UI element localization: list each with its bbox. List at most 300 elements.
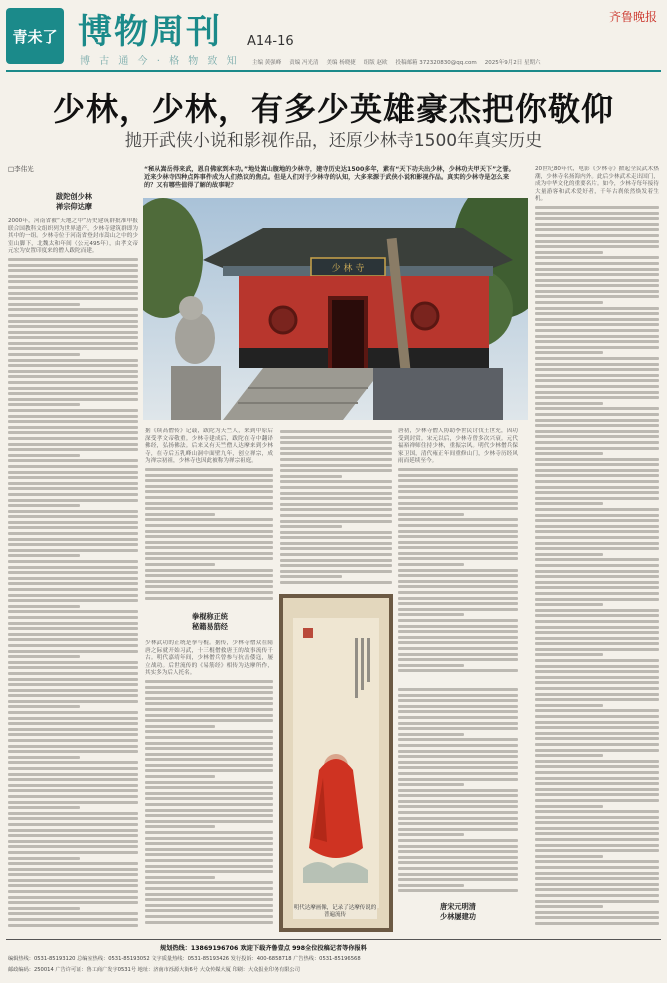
column-right-text: 20世纪80年代，电影《少林寺》掀起全民武术热潮，少林寺名扬海内外。此后少林武术走出国门，成为中华文化的重要名片。如今，少林寺每年接待大量游客和武术爱好者，千年古刹依然焕发着生机。 bbox=[535, 166, 659, 203]
text-line bbox=[398, 608, 518, 611]
text-line bbox=[145, 820, 273, 823]
text-line bbox=[398, 664, 464, 667]
text-line bbox=[535, 212, 659, 215]
text-line bbox=[535, 698, 659, 701]
text-line bbox=[8, 873, 138, 876]
text-line bbox=[8, 471, 138, 474]
text-line bbox=[280, 436, 392, 439]
text-line bbox=[535, 592, 659, 595]
text-line bbox=[535, 279, 659, 282]
text-line bbox=[535, 402, 603, 405]
text-line bbox=[398, 479, 518, 482]
text-line bbox=[535, 430, 659, 433]
text-line bbox=[8, 308, 138, 311]
column-left-filler bbox=[8, 258, 138, 927]
text-line bbox=[535, 900, 659, 903]
text-line bbox=[145, 859, 273, 862]
text-line bbox=[145, 507, 273, 510]
text-line bbox=[280, 497, 392, 500]
logo bbox=[6, 8, 64, 64]
text-line bbox=[535, 581, 659, 584]
text-line bbox=[398, 744, 518, 747]
text-line bbox=[398, 496, 518, 499]
text-line bbox=[398, 833, 464, 836]
text-line bbox=[8, 868, 138, 871]
text-line bbox=[145, 479, 273, 482]
text-line bbox=[8, 616, 138, 619]
text-line bbox=[535, 447, 659, 450]
text-line bbox=[8, 627, 138, 630]
text-line bbox=[145, 708, 273, 711]
text-line bbox=[8, 443, 138, 446]
text-line bbox=[8, 521, 138, 524]
text-line bbox=[145, 725, 215, 728]
text-line bbox=[8, 829, 138, 832]
text-line bbox=[535, 810, 659, 813]
text-line bbox=[280, 531, 392, 534]
text-line bbox=[280, 464, 392, 467]
text-line bbox=[8, 482, 138, 485]
text-line bbox=[8, 801, 138, 804]
text-line bbox=[8, 896, 138, 899]
text-line bbox=[145, 753, 273, 756]
text-line bbox=[145, 764, 273, 767]
text-line bbox=[8, 543, 138, 546]
text-line bbox=[8, 347, 138, 350]
text-line bbox=[280, 581, 392, 584]
text-line bbox=[8, 571, 138, 574]
text-line bbox=[145, 569, 273, 572]
text-line bbox=[535, 715, 659, 718]
text-line bbox=[145, 887, 273, 890]
text-line bbox=[535, 665, 659, 668]
text-line bbox=[535, 916, 659, 919]
text-line bbox=[8, 566, 138, 569]
text-line bbox=[280, 458, 392, 461]
text-line bbox=[535, 653, 603, 656]
text-line bbox=[535, 693, 659, 696]
text-line bbox=[8, 499, 138, 502]
column-mid-left-bottom-text: 少林武功的正统是拳与棍。据传，少林寺僧众在隋唐之际就开始习武，十三棍僧救唐王的故事流传千古。明代嘉靖年间，少林僧兵曾参与抗击倭寇，屡立战功。后世流传的《易筋经》相传为达摩所作，其实多为后人托名。 bbox=[145, 640, 273, 677]
text-line bbox=[280, 542, 392, 545]
text-line bbox=[398, 602, 518, 605]
text-line bbox=[8, 666, 138, 669]
text-line bbox=[398, 507, 518, 510]
text-line bbox=[145, 747, 273, 750]
text-line bbox=[145, 585, 273, 588]
text-line bbox=[535, 737, 659, 740]
text-line bbox=[535, 374, 659, 377]
text-line bbox=[535, 558, 659, 561]
text-line bbox=[535, 474, 659, 477]
text-line bbox=[398, 669, 518, 672]
text-line bbox=[535, 245, 659, 248]
text-line bbox=[398, 750, 518, 753]
text-line bbox=[145, 686, 273, 689]
text-line bbox=[535, 268, 659, 271]
text-line bbox=[398, 597, 518, 600]
text-line bbox=[535, 726, 659, 729]
text-line bbox=[145, 736, 273, 739]
text-line bbox=[535, 922, 659, 925]
text-line bbox=[398, 552, 518, 555]
text-line bbox=[398, 563, 464, 566]
text-line bbox=[8, 683, 138, 686]
text-line bbox=[535, 849, 659, 852]
text-line bbox=[398, 716, 518, 719]
text-line bbox=[145, 541, 273, 544]
text-line bbox=[535, 206, 659, 209]
text-line bbox=[8, 795, 138, 798]
text-line bbox=[398, 873, 518, 876]
text-line bbox=[535, 911, 659, 914]
text-line bbox=[8, 504, 80, 507]
editor-chief: 主编 黄强峰 bbox=[252, 60, 282, 66]
text-line bbox=[8, 314, 138, 317]
editor-art: 美编 杨晓捷 bbox=[326, 60, 356, 66]
text-line bbox=[8, 806, 80, 809]
text-line bbox=[8, 750, 138, 753]
text-line bbox=[535, 866, 659, 869]
bodhidharma-painting bbox=[279, 594, 393, 932]
text-line bbox=[398, 557, 518, 560]
text-line bbox=[398, 817, 518, 820]
byline: □李伟光 bbox=[8, 165, 34, 173]
text-line bbox=[398, 647, 518, 650]
text-line bbox=[8, 711, 138, 714]
text-line bbox=[145, 490, 273, 493]
text-line bbox=[145, 876, 215, 879]
text-line bbox=[535, 519, 659, 522]
text-line bbox=[8, 375, 138, 378]
column-mid-left-bottom-filler bbox=[145, 680, 273, 924]
text-line bbox=[145, 468, 273, 471]
temple-photo-svg bbox=[143, 198, 528, 420]
text-line bbox=[535, 542, 659, 545]
text-line bbox=[535, 514, 659, 517]
text-line bbox=[535, 760, 659, 763]
text-line bbox=[398, 705, 518, 708]
text-line bbox=[145, 714, 273, 717]
text-line bbox=[145, 921, 273, 924]
section-heading-3-line2: 少林屡建功 bbox=[440, 912, 476, 921]
text-line bbox=[398, 811, 518, 814]
text-line bbox=[8, 700, 138, 703]
text-line bbox=[535, 273, 659, 276]
text-line bbox=[8, 510, 138, 513]
text-line bbox=[145, 853, 273, 856]
text-line bbox=[535, 905, 603, 908]
column-mid-right-lower-filler bbox=[398, 688, 518, 892]
text-line bbox=[145, 485, 273, 488]
text-line bbox=[398, 524, 518, 527]
editor-layout: 组版 赵欧 bbox=[363, 60, 388, 66]
text-line bbox=[535, 782, 659, 785]
text-line bbox=[8, 526, 138, 529]
text-line bbox=[535, 329, 659, 332]
text-line bbox=[8, 678, 138, 681]
text-line bbox=[398, 699, 518, 702]
text-line bbox=[535, 357, 659, 360]
text-line bbox=[145, 574, 273, 577]
text-line bbox=[280, 480, 392, 483]
column-title: 博物周刊 bbox=[78, 12, 222, 52]
text-line bbox=[8, 745, 138, 748]
text-line bbox=[8, 420, 138, 423]
text-line bbox=[535, 598, 659, 601]
text-line bbox=[145, 719, 273, 722]
text-line bbox=[8, 907, 80, 910]
text-line bbox=[8, 577, 138, 580]
text-line bbox=[145, 530, 273, 533]
text-line bbox=[535, 575, 659, 578]
text-line bbox=[535, 234, 659, 237]
text-line bbox=[535, 228, 659, 231]
text-line bbox=[398, 867, 518, 870]
text-line bbox=[398, 580, 518, 583]
text-line bbox=[535, 368, 659, 371]
text-line bbox=[8, 650, 138, 653]
text-line bbox=[145, 786, 273, 789]
text-line bbox=[535, 424, 659, 427]
text-line bbox=[535, 312, 659, 315]
text-line bbox=[398, 490, 518, 493]
text-line bbox=[398, 778, 518, 781]
text-line bbox=[535, 603, 603, 606]
text-line bbox=[535, 631, 659, 634]
text-line bbox=[398, 856, 518, 859]
text-line bbox=[535, 894, 659, 897]
text-line bbox=[145, 803, 273, 806]
section-heading-2 bbox=[158, 612, 262, 632]
text-line bbox=[8, 325, 138, 328]
text-line bbox=[8, 834, 138, 837]
text-line bbox=[8, 320, 138, 323]
text-line bbox=[8, 403, 80, 406]
column-mid-right-top bbox=[280, 428, 392, 588]
text-line bbox=[145, 904, 273, 907]
section-heading-1 bbox=[16, 192, 132, 212]
text-line bbox=[145, 775, 215, 778]
intro-paragraph: “秘从嵩岳得来武，恩自佛家到本功。”地处嵩山腹地的少林寺，建寺历史达1500多年，素有“天下功夫出少林，少林功夫甲天下”之誉。近来少林寺四种点阵事件成为人们热议的焦点。但是人们对于少林寺的认知，大多来源于武侠小说和影视作品。真实的少林寺是怎么来的？又有哪些值得了解的故事呢？ bbox=[144, 166, 515, 189]
section-heading-3 bbox=[406, 902, 510, 922]
text-line bbox=[145, 742, 273, 745]
text-line bbox=[535, 502, 603, 505]
text-line bbox=[535, 469, 659, 472]
text-line bbox=[8, 448, 138, 451]
text-line bbox=[535, 586, 659, 589]
text-line bbox=[8, 353, 80, 356]
text-line bbox=[145, 513, 215, 516]
text-line bbox=[8, 549, 138, 552]
text-line bbox=[8, 728, 138, 731]
text-line bbox=[8, 331, 138, 334]
column-mid-right-top-filler bbox=[280, 430, 392, 584]
text-line bbox=[8, 594, 138, 597]
text-line bbox=[535, 363, 659, 366]
text-line bbox=[280, 441, 392, 444]
text-line bbox=[535, 491, 659, 494]
text-line bbox=[535, 888, 659, 891]
text-line bbox=[8, 817, 138, 820]
section-heading-2-line2: 秘籍易筋经 bbox=[192, 622, 228, 631]
text-line bbox=[280, 508, 392, 511]
text-line bbox=[398, 574, 518, 577]
text-line bbox=[535, 536, 659, 539]
text-line bbox=[535, 676, 659, 679]
text-line bbox=[8, 560, 138, 563]
text-line bbox=[145, 524, 273, 527]
text-line bbox=[8, 778, 138, 781]
text-line bbox=[535, 547, 659, 550]
text-line bbox=[535, 872, 659, 875]
text-line bbox=[280, 570, 392, 573]
text-line bbox=[398, 845, 518, 848]
text-line bbox=[8, 845, 138, 848]
text-line bbox=[398, 688, 518, 691]
footer-contacts: 编辑热线：0531-85193120 总编室热线：0531-85193052 文字质量热线：0531-85193426 发行投诉：400-6858718 广告热线：0531-85196568 bbox=[8, 956, 361, 962]
text-line bbox=[145, 496, 273, 499]
text-line bbox=[8, 672, 138, 675]
text-line bbox=[8, 722, 138, 725]
text-line bbox=[8, 487, 138, 490]
text-line bbox=[8, 924, 138, 927]
subheadline: 抛开武侠小说和影视作品，还原少林寺1500年真实历史 bbox=[124, 131, 543, 151]
text-line bbox=[280, 559, 392, 562]
text-line bbox=[535, 609, 659, 612]
text-line bbox=[535, 391, 659, 394]
text-line bbox=[398, 546, 518, 549]
text-line bbox=[398, 513, 464, 516]
text-line bbox=[8, 258, 138, 261]
text-line bbox=[145, 597, 273, 600]
logo-text: 青未了 bbox=[12, 27, 58, 46]
text-line bbox=[8, 515, 138, 518]
text-line bbox=[8, 532, 138, 535]
text-line bbox=[535, 452, 603, 455]
text-line bbox=[398, 653, 518, 656]
section-heading-3-line1: 唐宋元明清 bbox=[440, 902, 476, 911]
text-line bbox=[8, 387, 138, 390]
text-line bbox=[8, 493, 138, 496]
text-line bbox=[280, 564, 392, 567]
text-line bbox=[8, 918, 138, 921]
text-line bbox=[398, 658, 518, 661]
text-line bbox=[145, 837, 273, 840]
text-line bbox=[145, 814, 273, 817]
text-line bbox=[8, 286, 138, 289]
text-line bbox=[535, 816, 659, 819]
text-line bbox=[145, 848, 273, 851]
text-line bbox=[535, 385, 659, 388]
section-heading-2-line1: 拳棍称正统 bbox=[192, 612, 228, 621]
text-line bbox=[535, 486, 659, 489]
text-line bbox=[535, 844, 659, 847]
column-right-filler bbox=[535, 206, 659, 925]
brand-name: 齐鲁晚报 bbox=[608, 10, 657, 24]
text-line bbox=[535, 821, 659, 824]
text-line bbox=[8, 431, 138, 434]
text-line bbox=[145, 518, 273, 521]
column-mid-left-top-text: 据《续高僧传》记载，跋陀为天竺人，来到中原后深受孝文帝敬重。少林寺建成后，跋陀在寺中翻译佛经，弘扬佛法。后来又有天竺僧人达摩来到少林寺，在寺后五乳峰山洞中面壁九年，创立禅宗，成为禅宗初祖，少林寺也因此被称为禅宗祖庭。 bbox=[145, 428, 273, 465]
text-line bbox=[8, 292, 138, 295]
column-mid-right-text: 唐初，少林寺僧人协助李世民讨伐王世充，因功受到封赏。宋元以后，少林寺曾多次兴衰。元代福裕禅师住持少林，重振宗风。明代少林僧兵保家卫国，清代雍正年间重修山门，少林寺历经风雨而延续至今。 bbox=[398, 428, 518, 465]
text-line bbox=[398, 569, 518, 572]
text-line bbox=[398, 789, 518, 792]
text-line bbox=[8, 655, 80, 658]
column-right bbox=[535, 166, 659, 930]
text-line bbox=[398, 474, 518, 477]
text-line bbox=[398, 591, 518, 594]
text-line bbox=[398, 722, 518, 725]
text-line bbox=[8, 789, 138, 792]
text-line bbox=[535, 721, 659, 724]
section-heading-1-line1: 跋陀创少林 bbox=[56, 192, 92, 201]
text-line bbox=[8, 336, 138, 339]
text-line bbox=[8, 862, 138, 865]
text-line bbox=[398, 710, 518, 713]
text-line bbox=[8, 554, 80, 557]
text-line bbox=[535, 855, 603, 858]
text-line bbox=[398, 783, 464, 786]
text-line bbox=[145, 769, 273, 772]
text-line bbox=[535, 709, 659, 712]
text-line bbox=[8, 437, 138, 440]
text-line bbox=[280, 514, 392, 517]
column-left-text: 2000年，河南省被“天地之中”历史建筑群批准申报联合国教科文组织列为世界遗产，少林寺建筑群即为其中的一组。少林寺位于河南省登封市嵩山之中的少室山脚下，北魏太和年间（公元495年），由孝文帝元宏为安置印度来的僧人跋陀而建。 bbox=[8, 218, 138, 255]
text-line bbox=[8, 622, 138, 625]
text-line bbox=[398, 772, 518, 775]
text-line bbox=[8, 392, 138, 395]
text-line bbox=[398, 502, 518, 505]
column-mid-left-top bbox=[145, 428, 273, 608]
text-line bbox=[398, 694, 518, 697]
text-line bbox=[145, 865, 273, 868]
text-line bbox=[8, 582, 138, 585]
text-line bbox=[8, 884, 138, 887]
text-line bbox=[535, 413, 659, 416]
text-line bbox=[145, 546, 273, 549]
text-line bbox=[8, 912, 138, 915]
text-line bbox=[535, 463, 659, 466]
text-line bbox=[8, 773, 138, 776]
text-line bbox=[8, 370, 138, 373]
text-line bbox=[8, 705, 80, 708]
text-line bbox=[8, 694, 138, 697]
text-line bbox=[535, 732, 659, 735]
text-line bbox=[145, 758, 273, 761]
text-line bbox=[145, 474, 273, 477]
text-line bbox=[145, 591, 273, 594]
text-line bbox=[535, 301, 603, 304]
text-line bbox=[398, 889, 518, 892]
text-line bbox=[535, 614, 659, 617]
issue-date: 2025年9月2日 星期六 bbox=[484, 60, 541, 66]
text-line bbox=[8, 857, 80, 860]
text-line bbox=[535, 290, 659, 293]
text-line bbox=[535, 838, 659, 841]
text-line bbox=[398, 636, 518, 639]
text-line bbox=[8, 599, 138, 602]
text-line bbox=[535, 860, 659, 863]
text-line bbox=[535, 793, 659, 796]
text-line bbox=[535, 508, 659, 511]
text-line bbox=[535, 648, 659, 651]
text-line bbox=[535, 883, 659, 886]
footer-rule bbox=[6, 939, 661, 940]
text-line bbox=[535, 379, 659, 382]
text-line bbox=[535, 827, 659, 830]
